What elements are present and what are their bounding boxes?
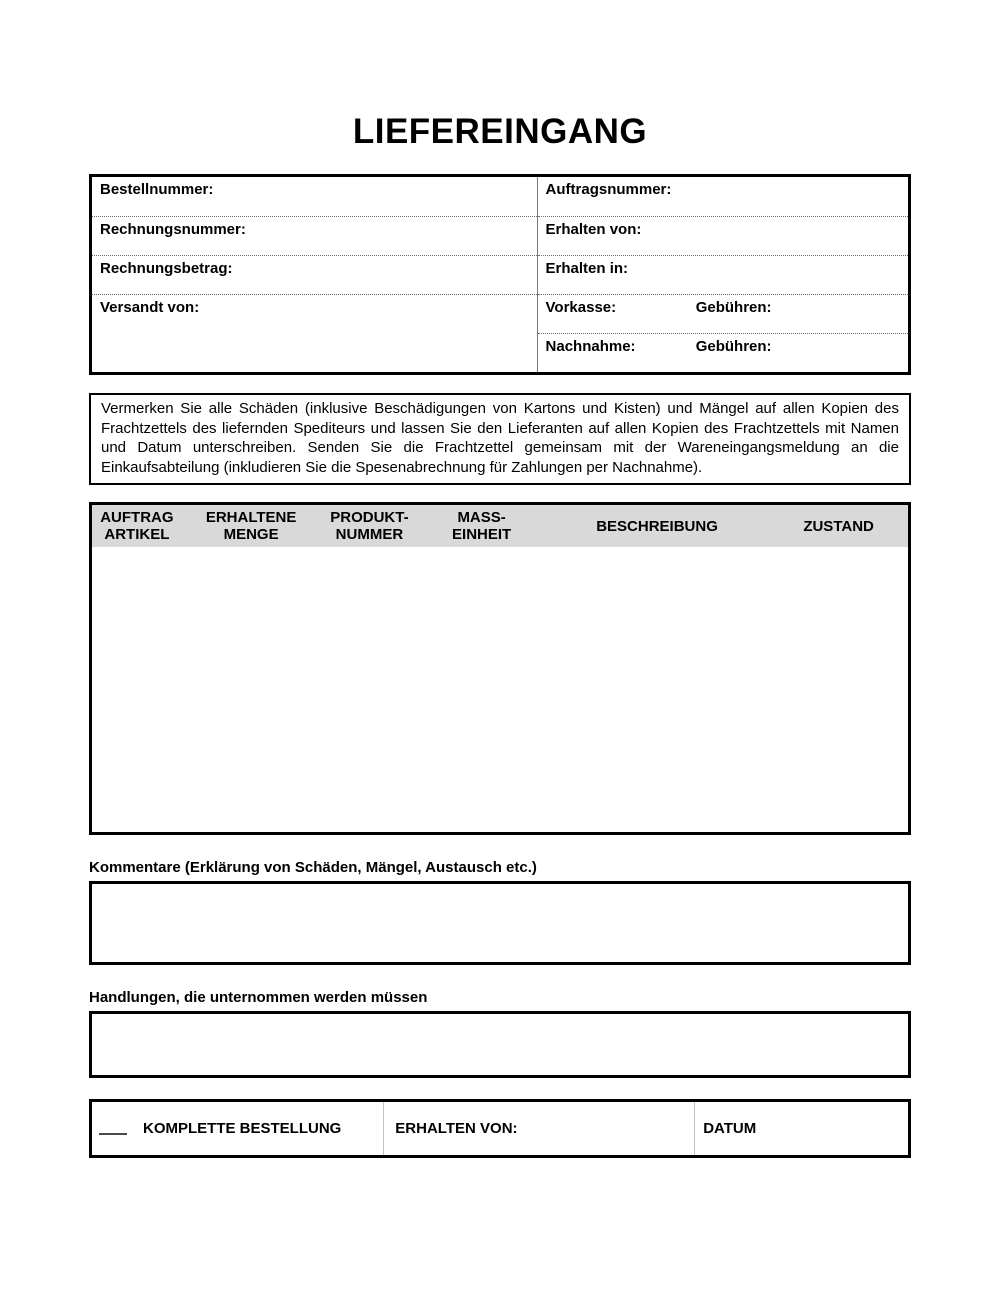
column-header-line: MENGE xyxy=(223,526,279,543)
versandt-von-field[interactable] xyxy=(92,294,537,372)
info-table xyxy=(89,174,911,375)
received-by-label: ERHALTEN VON: xyxy=(395,1120,518,1137)
column-header-line: MASS- xyxy=(457,509,506,526)
notice-text: Vermerken Sie alle Schäden (inklusive Beschädigungen von Kartons und Kisten) und Mängel auf allen Kopien des Frachtzettels des liefernden Spediteurs und lassen Sie den Lieferanten auf allen Kopien des Frachtzettels mit Namen und Datum unterschreiben. Senden Sie die Frachtzettel gemeinsam mit der Wareneingangsmeldung an die Einkaufsabteilung (inkludieren Sie die Spesenabrechnung für Zahlungen per Nachnahme). xyxy=(101,400,899,476)
column-header-zustand xyxy=(769,518,908,535)
rechnungsbetrag-field[interactable] xyxy=(92,255,537,294)
column-header-beschreibung xyxy=(545,518,769,535)
vorkasse-gebuehren-label: Gebühren: xyxy=(695,299,772,316)
comments-label: Kommentare (Erklärung von Schäden, Mängel, Austausch etc.) xyxy=(89,859,537,876)
erhalten-von-field[interactable] xyxy=(538,216,908,255)
auftragsnummer-label: Auftragsnummer: xyxy=(545,181,672,198)
column-header-line: ZUSTAND xyxy=(803,517,874,535)
vorkasse-field[interactable] xyxy=(538,294,908,333)
comments-input-area[interactable] xyxy=(89,881,911,965)
nachnahme-gebuehren-label: Gebühren: xyxy=(695,338,772,355)
complete-order-cell xyxy=(92,1102,383,1155)
items-table xyxy=(89,502,911,835)
column-header-line: AUFTRAG xyxy=(100,509,174,526)
complete-order-checkline[interactable] xyxy=(99,1122,127,1135)
nachnahme-label: Nachnahme: xyxy=(545,338,636,355)
erhalten-in-field[interactable] xyxy=(538,255,908,294)
items-table-body[interactable] xyxy=(92,547,908,832)
bestellnummer-label: Bestellnummer: xyxy=(100,181,214,198)
column-header-produkt-nummer xyxy=(320,509,418,543)
info-table-left-column xyxy=(92,177,538,372)
notice-box xyxy=(89,393,911,485)
versandt-von-label: Versandt von: xyxy=(100,299,200,316)
column-header-line: ERHALTENE xyxy=(205,509,297,526)
column-header-line: ARTIKEL xyxy=(104,526,170,543)
info-table-right-column xyxy=(538,177,908,372)
vorkasse-label: Vorkasse: xyxy=(545,299,617,316)
column-header-auftrag-artikel xyxy=(92,509,182,543)
erhalten-von-label: Erhalten von: xyxy=(545,221,642,238)
erhalten-in-label: Erhalten in: xyxy=(545,260,629,277)
actions-label: Handlungen, die unternommen werden müssen xyxy=(89,989,428,1006)
column-header-mass-einheit xyxy=(418,509,544,543)
auftragsnummer-field[interactable] xyxy=(538,177,908,216)
bestellnummer-field[interactable] xyxy=(92,177,537,216)
rechnungsbetrag-label: Rechnungsbetrag: xyxy=(100,260,233,277)
items-table-header xyxy=(92,505,908,547)
date-label: DATUM xyxy=(703,1120,757,1137)
column-header-line: NUMMER xyxy=(335,526,404,543)
rechnungsnummer-label: Rechnungsnummer: xyxy=(100,221,246,238)
rechnungsnummer-field[interactable] xyxy=(92,216,537,255)
column-header-line: EINHEIT xyxy=(452,526,512,543)
nachnahme-field[interactable] xyxy=(538,333,908,372)
actions-input-area[interactable] xyxy=(89,1011,911,1078)
page-title: LIEFEREINGANG xyxy=(352,112,648,151)
footer-box xyxy=(89,1099,911,1158)
date-field[interactable] xyxy=(694,1102,908,1155)
received-by-field[interactable] xyxy=(383,1102,694,1155)
column-header-line: PRODUKT- xyxy=(330,509,409,526)
complete-order-label: KOMPLETTE BESTELLUNG xyxy=(143,1120,342,1137)
column-header-erhaltene-menge xyxy=(182,509,321,543)
column-header-line: BESCHREIBUNG xyxy=(596,517,718,535)
